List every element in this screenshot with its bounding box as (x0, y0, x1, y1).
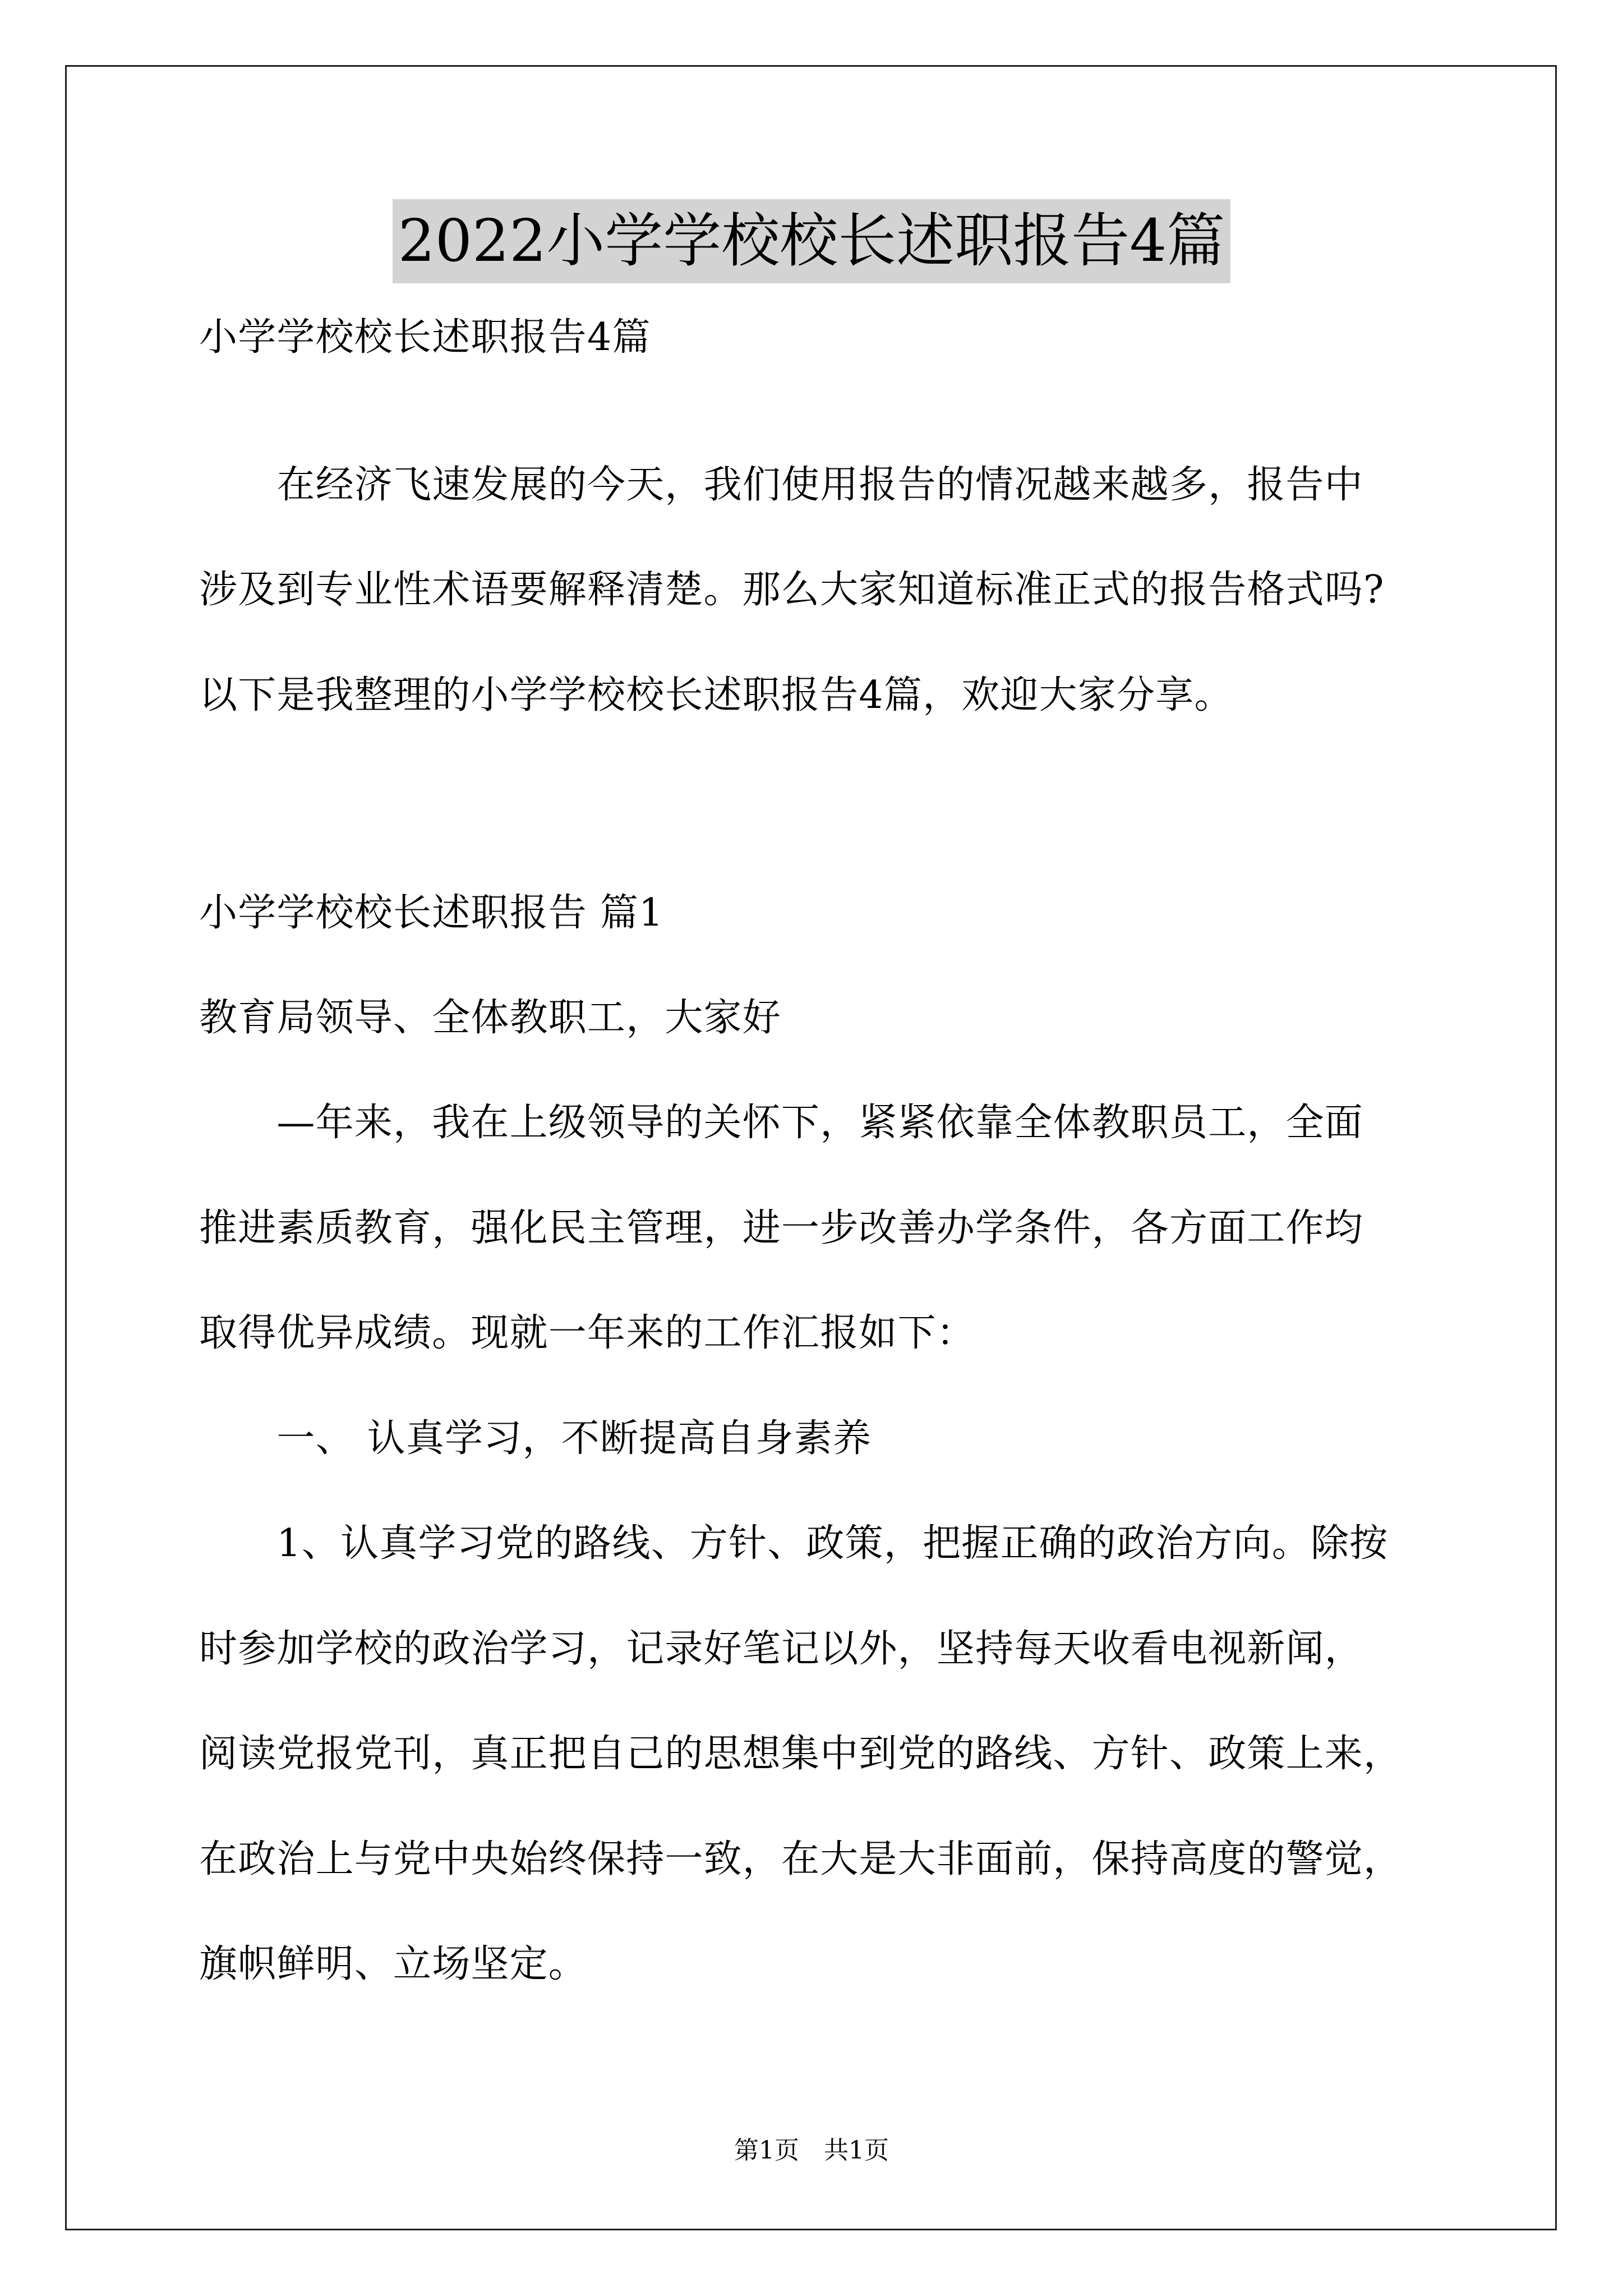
subsection-heading: 一、 认真学习，不断提高自身素养 (199, 1416, 872, 1461)
title-container (0, 199, 1623, 283)
body-line: 在政治上与党中央始终保持一致，在大是大非面前，保持高度的警觉， (199, 1837, 1403, 1881)
body-line: 时参加学校的政治学习，记录好笔记以外，坚持每天收看电视新闻， (199, 1627, 1364, 1671)
body-line: 旗帜鲜明、立场坚定。 (199, 1942, 588, 1986)
body-line: 以下是我整理的小学学校校长述职报告4篇，欢迎大家分享。 (199, 673, 1233, 717)
subtitle-line: 小学学校校长述职报告4篇 (199, 315, 651, 360)
page-border (65, 65, 1557, 2230)
body-line: 1、认真学习党的路线、方针、政策，把握正确的政治方向。除按 (199, 1521, 1389, 1566)
body-line: 涉及到专业性术语要解释清楚。那么大家知道标准正式的报告格式吗? (199, 568, 1385, 612)
document-title: 2022小学学校校长述职报告4篇 (393, 199, 1231, 283)
body-line: 阅读党报党刊，真正把自己的思想集中到党的路线、方针、政策上来， (199, 1732, 1403, 1776)
body-line: 取得优异成绩。现就一年来的工作汇报如下： (199, 1311, 976, 1355)
body-line: 推进素质教育，强化民主管理，进一步改善办学条件，各方面工作均 (199, 1206, 1364, 1250)
section-heading: 小学学校校长述职报告 篇1 (199, 891, 664, 935)
body-line: —年来，我在上级领导的关怀下，紧紧依靠全体教职员工，全面 (199, 1101, 1364, 1145)
page-footer: 第1页 共1页 (734, 2136, 889, 2165)
salutation-line: 教育局领导、全体教职工，大家好 (199, 996, 782, 1040)
body-line: 在经济飞速发展的今天，我们使用报告的情况越来越多，报告中 (199, 463, 1364, 507)
